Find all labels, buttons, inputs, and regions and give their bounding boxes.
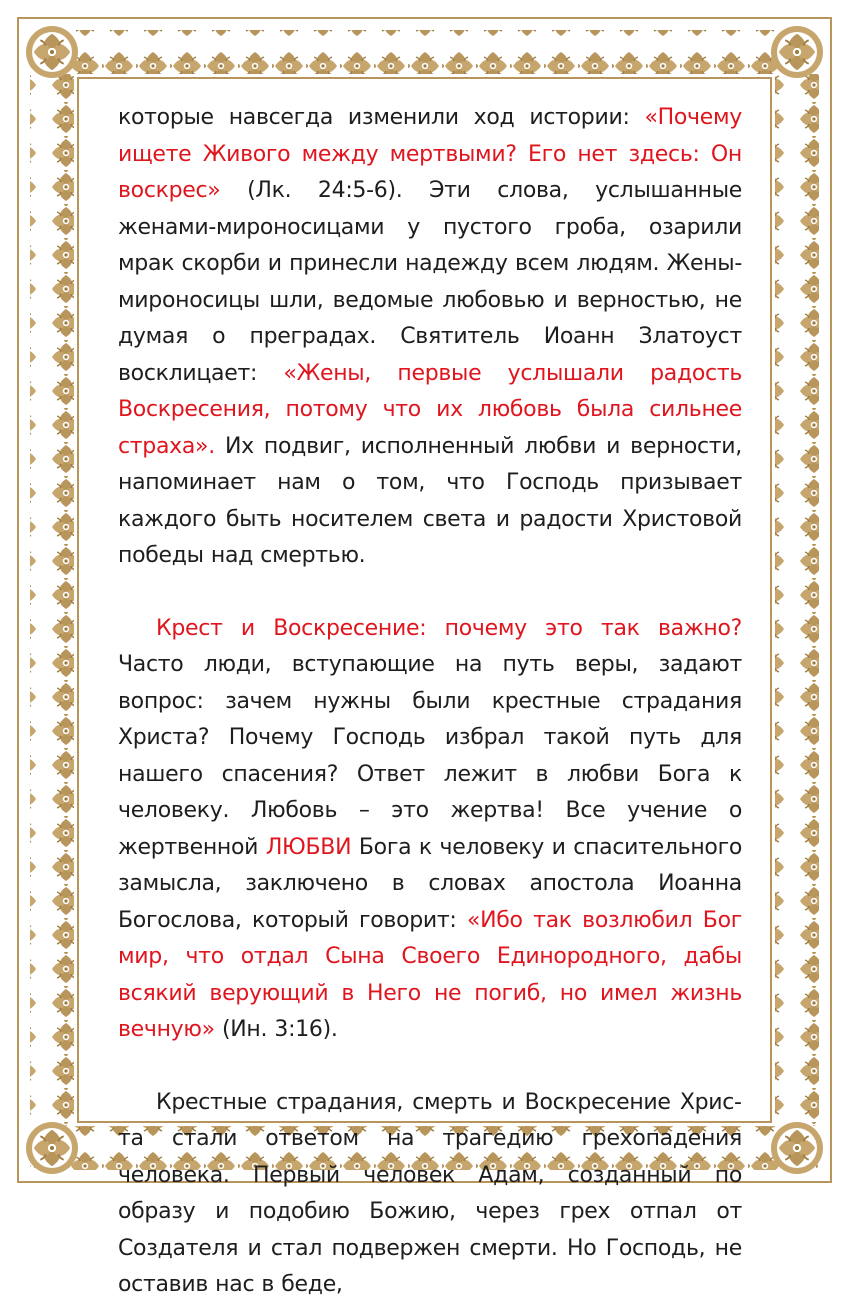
- paragraph: [118, 611, 742, 1049]
- body-text: Их подвиг, исполненный любви и верности, напоминает нам о том, что Господь призывает каждого быть носителем света и радости Христовой победы над смертью.: [118, 433, 742, 568]
- paragraph: [118, 100, 742, 575]
- highlighted-text: «Жены, первые услышали радость Воскресения, потому что их любовь была сильнее страха».: [118, 360, 743, 459]
- body-text: Часто люди, вступающие на путь веры, задают вопрос: зачем нужны были крестные страдания Христа? Почему Господь избрал такой путь для нашего спасения? Ответ лежит в любви Бога к человеку. Любовь – это жертва! Все учение о жертвенной: [118, 652, 742, 860]
- paragraph: [118, 1085, 742, 1304]
- highlighted-text: «Ибо так возлюбил Бог мир, что отдал Сына Своего Единородного, дабы всякий верующий в Него не погиб, но имел жизнь вечную»: [118, 907, 742, 1042]
- body-text: (Лк. 24:5-6). Эти слова, услышанные женами-мироносицами у пустого гроба, озарили мрак скорби и принесли надежду всем людям. Жены-мироносицы шли, ведомые любовью и верностью, не думая о преградах. Святитель Иоанн Златоуст восклицает:: [118, 178, 742, 386]
- body-text: Бога к человеку и спасительного замысла, заключено в словах апостола Иоанна Богослова, который говорит:: [118, 834, 742, 933]
- highlighted-text: ЛЮБВИ: [265, 834, 352, 860]
- highlighted-text: Крест и Воскресение: почему это так важно?: [156, 615, 742, 641]
- highlighted-text: «Почему ищете Живого между мертвыми? Его нет здесь: Он воскрес»: [118, 105, 742, 203]
- body-text: Крестные страдания, смерть и Воскресение Христа стали ответом на трагедию грехопадения человека. Первый человек Адам, созданный по образу и подобию Божию, через грех отпал от Создателя и стал подвержен смерти. Но Господь, не оставив нас в беде,: [118, 1089, 742, 1297]
- body-text: которые навсегда изменили ход истории:: [118, 105, 645, 130]
- body-text: (Ин. 3:16).: [214, 1017, 338, 1042]
- article-body: [118, 100, 742, 1304]
